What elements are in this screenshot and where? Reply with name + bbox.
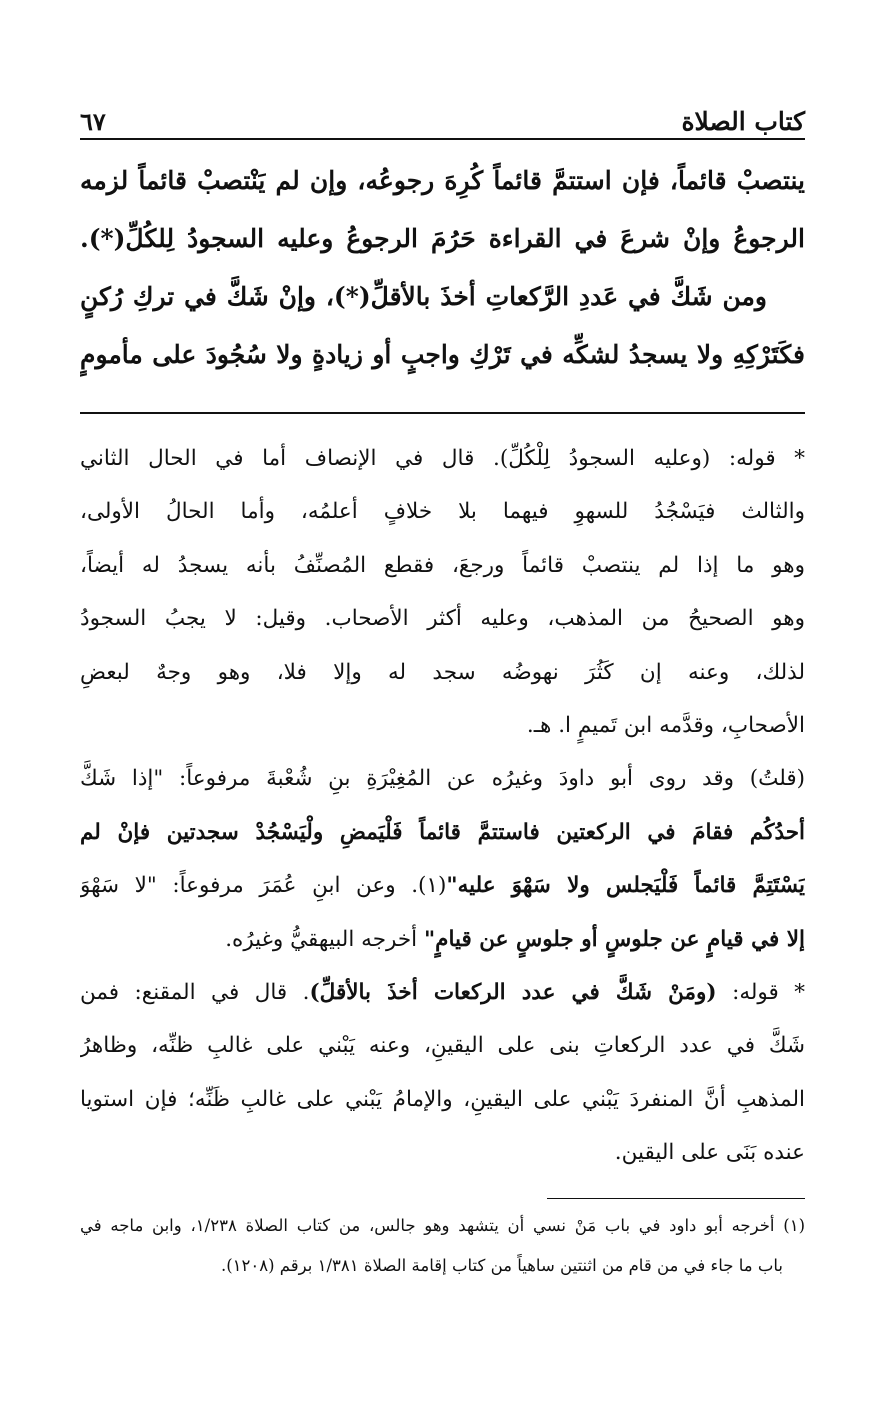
main-text	[80, 152, 805, 384]
commentary	[80, 432, 805, 1179]
commentary-line	[80, 432, 805, 485]
commentary-line	[80, 1073, 805, 1126]
quoted-text: يَسْتَتِمَّ قائماً فَلْيَجلس ولا سَهْوَ عليه"	[446, 873, 805, 899]
commentary-line	[80, 966, 805, 1019]
commentary-line	[80, 859, 805, 912]
main-text-line: فكَتَرْكِهِ ولا يسجدُ لشكِّه في تَرْكِ واجبٍ أو زيادةٍ ولا سُجُودَ على مأمومٍ	[80, 340, 805, 369]
page-number: ٦٧	[80, 107, 106, 136]
commentary-line	[80, 485, 805, 538]
commentary-text: * قوله: (وعليه السجودُ لِلْكُلِّ). قال في الإنصاف أما في الحال الثاني	[80, 446, 805, 471]
main-text-line: ينتصبْ قائماً، فإن استتمَّ قائماً كُرِهَ رجوعُه، وإن لم يَنْتصبْ قائماً لزمه	[80, 166, 805, 195]
commentary-text: . قال في المقنع: فمن	[80, 979, 310, 1005]
commentary-text: المذهبِ أنَّ المنفردَ يَبْني على اليقينِ، والإمامُ يَبْني على غالبِ ظَنِّه؛ فإن استويا	[80, 1086, 805, 1112]
footnote-rule	[547, 1198, 805, 1199]
header-rule	[80, 138, 805, 140]
commentary-text: لذلك، وعنه إن كَثُرَ نهوضُه سجد له وإلا فلا، وهو وجهٌ لبعضِ	[80, 659, 805, 685]
section-divider	[80, 412, 805, 414]
commentary-text: (١). وعن ابنِ عُمَرَ مرفوعاً: "لا سَهْوَ	[80, 873, 447, 899]
commentary-text: وهو الصحيحُ من المذهب، وعليه أكثر الأصحاب. وقيل: لا يجبُ السجودُ	[80, 606, 805, 632]
commentary-line	[80, 539, 805, 592]
footnote-line: (١) أخرجه أبو داود في باب مَنْ نسي أن يتشهد وهو جالس، من كتاب الصلاة ١/٢٣٨، وابن ماجه في	[80, 1216, 805, 1235]
commentary-line	[80, 1126, 805, 1179]
main-text-line: الرجوعُ وإنْ شرعَ في القراءة حَرُمَ الرجوعُ وعليه السجودُ لِلكُلِّ(*).	[80, 224, 805, 253]
commentary-text: * قوله:	[716, 979, 805, 1005]
quoted-text: أحدُكُم فقامَ في الركعتين فاستتمَّ قائماً فَلْيَمضِ ولْيَسْجُدْ سجدتين فإنْ لم	[80, 819, 805, 845]
commentary-line	[80, 646, 805, 699]
commentary-line	[80, 752, 805, 805]
commentary-line	[80, 806, 805, 859]
commentary-text: والثالث فيَسْجُدُ للسهوِ فيهما بلا خلافٍ أعلمُه، وأما الحالُ الأولى،	[80, 499, 805, 525]
running-title: كتاب الصلاة	[681, 107, 805, 136]
running-header	[80, 96, 805, 136]
footnotes	[80, 1206, 805, 1286]
commentary-text: شَكَّ في عدد الركعاتِ بنى على اليقينِ، وعنه يَبْني على غالبِ ظنِّه، وظاهرُ	[80, 1033, 805, 1059]
commentary-text: وهو ما إذا لم ينتصبْ قائماً ورجعَ، فقطع المُصنِّفُ بأنه يسجدُ له أيضاً،	[80, 552, 805, 578]
quoted-text: إلا في قيامٍ عن جلوسٍ أو جلوسٍ عن قيامٍ"	[423, 926, 805, 952]
commentary-line	[80, 699, 805, 752]
commentary-text: (قلتُ) وقد روى أبو داودَ وغيرُه عن المُغِيْرَةِ بنِ شُعْبةَ مرفوعاً: "إذا شَكَّ	[80, 766, 805, 792]
footnote-line: باب ما جاء في من قام من اثنتين ساهياً من كتاب إقامة الصلاة ١/٣٨١ برقم (١٢٠٨).	[220, 1256, 783, 1275]
commentary-line	[80, 913, 805, 966]
quoted-text: (ومَنْ شَكَّ في عدد الركعات أخذَ بالأقلِّ)	[309, 979, 717, 1005]
commentary-text: الأصحابِ، وقدَّمه ابن تَميمٍ ا. هـ.	[526, 712, 805, 738]
main-text-line: ومن شَكَّ في عَددِ الرَّكعاتِ أخذَ بالأقلِّ(*)، وإنْ شَكَّ في تركِ رُكنٍ	[80, 282, 767, 311]
commentary-text: عنده بَنَى على اليقين.	[614, 1140, 805, 1166]
commentary-text: أخرجه البيهقيُّ وغيرُه.	[225, 926, 424, 952]
commentary-line	[80, 592, 805, 645]
commentary-line	[80, 1019, 805, 1072]
